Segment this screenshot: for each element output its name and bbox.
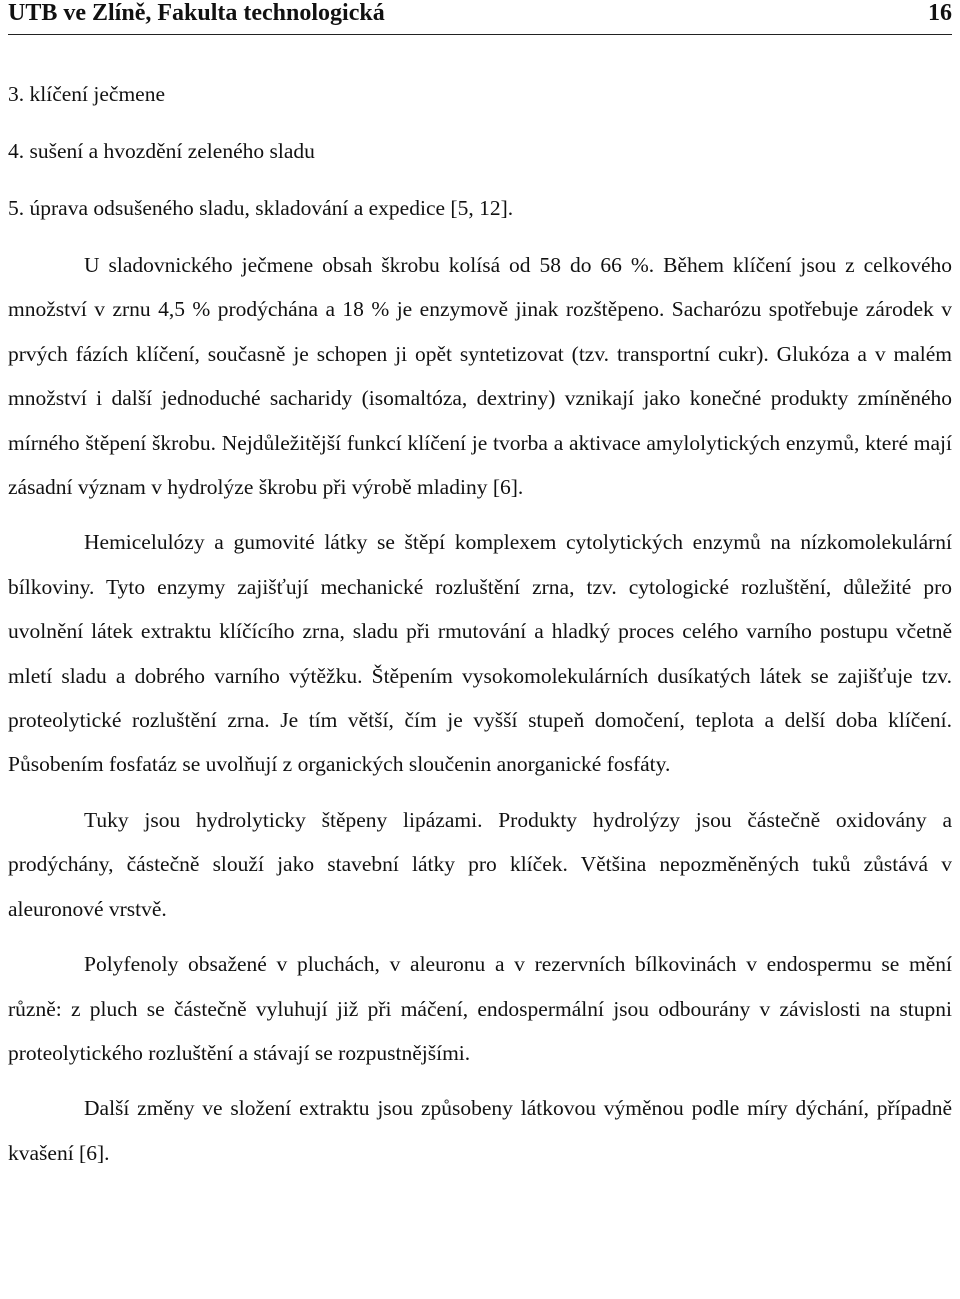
list-item: 5. úprava odsušeného sladu, skladování a expedice [5, 12]. [8, 196, 514, 220]
paragraph-fats: Tuky jsou hydrolyticky štěpeny lipázami. Produkty hydrolýzy jsou částečně oxidovány a prodýchány, částečně slouží jako stavební látky pro klíček. Většina nepozměněných tuků zůstává v aleuronové vrstvě. [8, 807, 952, 921]
page-number: 16 [928, 0, 952, 26]
paragraph-extract-changes: Další změny ve složení extraktu jsou způsobeny látkovou výměnou podle míry dýchání, případně kvašení [6]. [8, 1096, 952, 1165]
document-title: UTB ve Zlíně, Fakulta technologická [8, 0, 385, 26]
list-item: 4. sušení a hvozdění zeleného sladu [8, 139, 315, 163]
paragraph-starch: U sladovnického ječmene obsah škrobu kolísá od 58 do 66 %. Během klíčení jsou z celkového množství v zrnu 4,5 % prodýchána a 18 % je enzymově jinak rozštěpeno. Sacharózu spotřebuje zárodek v prvých fázích klíčení, současně je schopen ji opět syntetizovat (tzv. transportní cukr). Glukóza a v malém množství i další jednoduché sacharidy (isomaltóza, dextriny) vznikají jako konečné produkty zmíněného mírného štěpení škrobu. Nejdůležitější funkcí klíčení je tvorba a aktivace amylolytických enzymů, které mají zásadní význam v hydrolýze škrobu při výrobě mladiny [6]. [8, 253, 952, 500]
list-item: 3. klíčení ječmene [8, 82, 165, 106]
page-header [8, 0, 952, 35]
paragraph-hemicellulose: Hemicelulózy a gumovité látky se štěpí komplexem cytolytických enzymů na nízkomolekulární bílkoviny. Tyto enzymy zajišťují mechanické rozluštění zrna, tzv. cytologické rozluštění, důležité pro uvolnění látek extraktu klíčícího zrna, sladu při rmutování a hladký proces celého varního postupu včetně mletí sladu a dobrého varního výtěžku. Štěpením vysokomolekulárních dusíkatých látek se zajišťuje tzv. proteolytické rozluštění zrna. Je tím větší, čím je vyšší stupeň domočení, teplota a delší doba klíčení. Působením fosfatáz se uvolňují z organických sloučenin anorganické fosfáty. [8, 530, 952, 777]
paragraph-polyphenols: Polyfenoly obsažené v pluchách, v aleuronu a v rezervních bílkovinách v endospermu se mění různě: z pluch se částečně vyluhují již při máčení, endospermální jsou odbourány v závislosti na stupni proteolytického rozluštění a stávají se rozpustnějšími. [8, 952, 952, 1065]
page-body [8, 72, 952, 1187]
